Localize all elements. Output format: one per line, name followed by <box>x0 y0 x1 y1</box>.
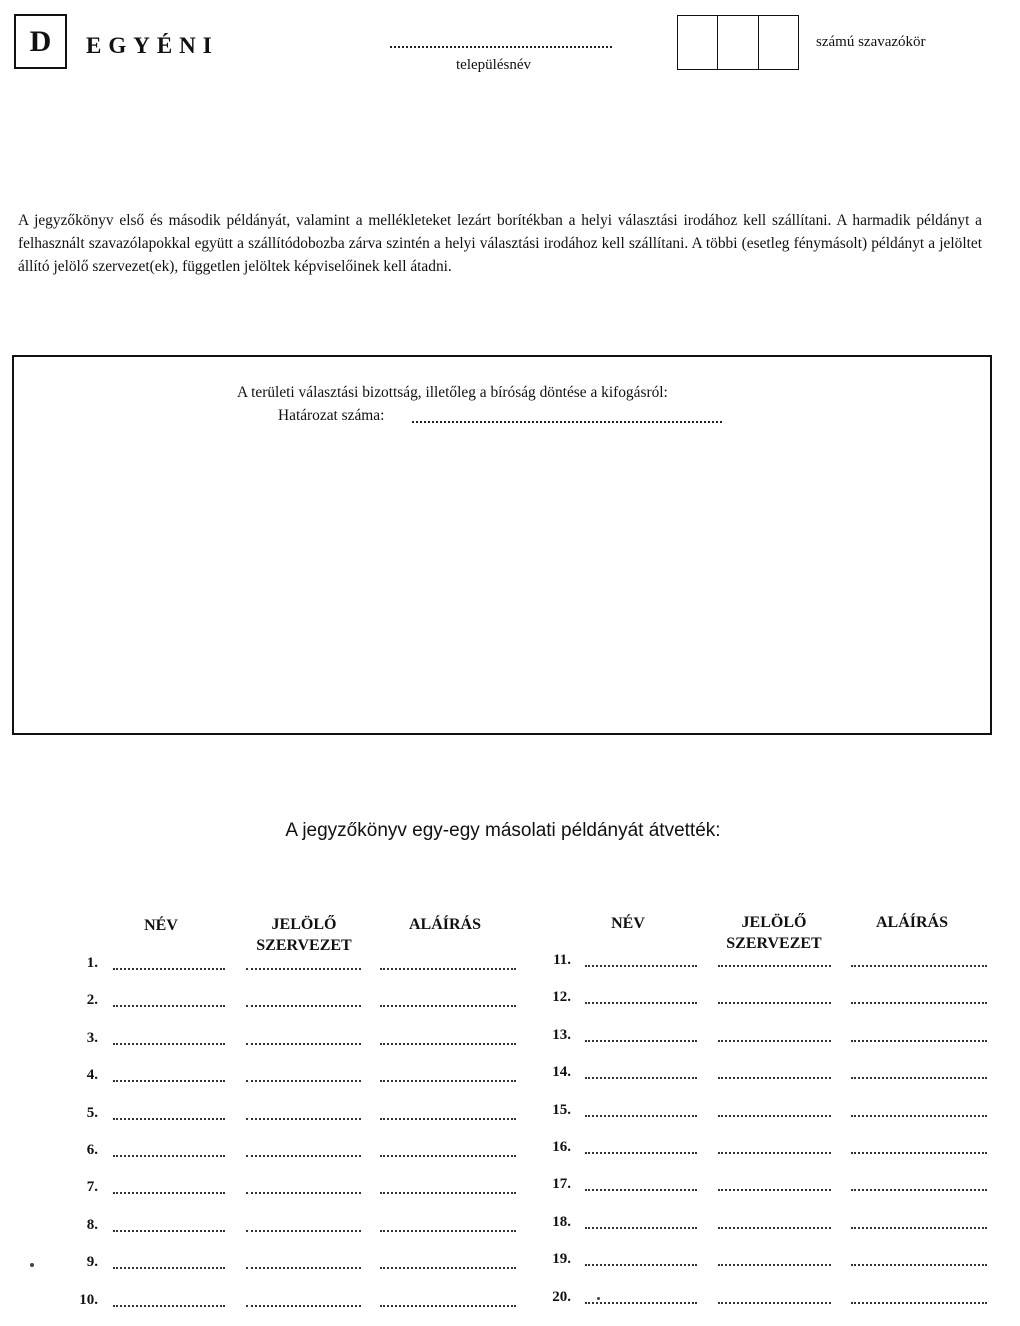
organization-field[interactable] <box>718 1227 831 1229</box>
organization-header-line: JELÖLŐ <box>741 914 807 931</box>
row-number: 4. <box>86 1067 98 1083</box>
organization-field[interactable] <box>246 1005 361 1007</box>
organization-field[interactable] <box>246 1305 361 1307</box>
signature-field[interactable] <box>851 1152 987 1154</box>
signature-field[interactable] <box>851 1189 987 1191</box>
row-number: 14. <box>552 1064 571 1080</box>
organization-field[interactable] <box>718 1189 831 1191</box>
signature-field[interactable] <box>851 1115 987 1117</box>
name-field[interactable] <box>585 1302 697 1304</box>
row-number: 9. <box>86 1254 98 1270</box>
organization-header-line: SZERVEZET <box>256 937 352 954</box>
name-field[interactable] <box>113 1267 225 1269</box>
signature-field[interactable] <box>851 1002 987 1004</box>
organization-field[interactable] <box>718 1115 831 1117</box>
organization-field[interactable] <box>246 1080 361 1082</box>
organization-field[interactable] <box>246 1230 361 1232</box>
organization-field[interactable] <box>718 1002 831 1004</box>
name-field[interactable] <box>585 1264 697 1266</box>
row-number: 1. <box>86 955 98 971</box>
row-number: 11. <box>553 952 571 968</box>
signature-field[interactable] <box>851 1302 987 1304</box>
organization-column-header <box>710 912 838 954</box>
polling-district-label: számú szavazókör <box>816 34 926 50</box>
organization-field[interactable] <box>718 1302 831 1304</box>
signature-field[interactable] <box>380 1005 516 1007</box>
name-field[interactable] <box>113 1192 225 1194</box>
signature-field[interactable] <box>380 1080 516 1082</box>
name-field[interactable] <box>585 1077 697 1079</box>
decision-box <box>12 355 992 735</box>
name-field[interactable] <box>585 965 697 967</box>
signature-field[interactable] <box>380 1043 516 1045</box>
organization-field[interactable] <box>246 1192 361 1194</box>
organization-column-header <box>240 914 368 956</box>
row-number: 20. <box>552 1289 571 1305</box>
row-number: 16. <box>552 1139 571 1155</box>
row-number: 3. <box>86 1030 98 1046</box>
signature-field[interactable] <box>380 1267 516 1269</box>
signature-field[interactable] <box>380 1155 516 1157</box>
name-field[interactable] <box>113 1155 225 1157</box>
row-number: 15. <box>552 1102 571 1118</box>
name-field[interactable] <box>113 1230 225 1232</box>
form-letter-box: D <box>14 14 67 69</box>
name-field[interactable] <box>585 1152 697 1154</box>
district-digit-box[interactable] <box>759 16 798 69</box>
row-number: 17. <box>552 1176 571 1192</box>
name-field[interactable] <box>113 1118 225 1120</box>
name-field[interactable] <box>585 1040 697 1042</box>
name-field[interactable] <box>585 1189 697 1191</box>
signature-field[interactable] <box>380 1192 516 1194</box>
decision-title: A területi választási bizottság, illetőleg a bíróság döntése a kifogásról: <box>237 384 668 401</box>
district-digit-box[interactable] <box>678 16 718 69</box>
name-field[interactable] <box>113 1305 225 1307</box>
name-column-header: NÉV <box>611 915 645 932</box>
decision-number-field[interactable] <box>412 421 722 423</box>
organization-field[interactable] <box>718 965 831 967</box>
organization-field[interactable] <box>246 1118 361 1120</box>
organization-header-line: JELÖLŐ <box>271 916 337 933</box>
signature-field[interactable] <box>851 1227 987 1229</box>
signature-column-header: ALÁÍRÁS <box>875 914 948 931</box>
district-digit-box[interactable] <box>718 16 758 69</box>
signature-field[interactable] <box>380 1230 516 1232</box>
row-number: 12. <box>552 989 571 1005</box>
name-field[interactable] <box>113 1005 225 1007</box>
signature-field[interactable] <box>380 968 516 970</box>
settlement-name-field[interactable] <box>390 46 612 48</box>
name-field[interactable] <box>113 968 225 970</box>
organization-field[interactable] <box>718 1152 831 1154</box>
row-number: 5. <box>86 1105 98 1121</box>
decision-number-label: Határozat száma: <box>278 407 385 424</box>
signature-field[interactable] <box>851 1077 987 1079</box>
signature-field[interactable] <box>851 1040 987 1042</box>
row-number: 2. <box>86 992 98 1008</box>
organization-field[interactable] <box>718 1264 831 1266</box>
organization-field[interactable] <box>246 968 361 970</box>
name-field[interactable] <box>113 1080 225 1082</box>
name-field[interactable] <box>585 1115 697 1117</box>
form-type-title: EGYÉNI <box>86 33 219 58</box>
row-number: 8. <box>86 1217 98 1233</box>
signature-field[interactable] <box>851 965 987 967</box>
settlement-name-label: településnév <box>456 57 531 73</box>
signature-field[interactable] <box>380 1118 516 1120</box>
row-number: 19. <box>552 1251 571 1267</box>
organization-header-line: SZERVEZET <box>726 935 822 952</box>
signature-field[interactable] <box>851 1264 987 1266</box>
scan-speck <box>597 1297 600 1300</box>
organization-field[interactable] <box>246 1267 361 1269</box>
name-field[interactable] <box>585 1227 697 1229</box>
polling-district-number-boxes[interactable] <box>677 15 799 70</box>
row-number: 13. <box>552 1027 571 1043</box>
organization-field[interactable] <box>246 1155 361 1157</box>
organization-field[interactable] <box>718 1077 831 1079</box>
row-number: 6. <box>86 1142 98 1158</box>
name-field[interactable] <box>113 1043 225 1045</box>
organization-field[interactable] <box>246 1043 361 1045</box>
row-number: 7. <box>86 1179 98 1195</box>
name-field[interactable] <box>585 1002 697 1004</box>
copies-title: A jegyzőkönyv egy-egy másolati példányát átvették: <box>285 820 721 841</box>
name-column-header: NÉV <box>144 917 178 934</box>
organization-field[interactable] <box>718 1040 831 1042</box>
signature-column-header: ALÁÍRÁS <box>408 916 481 933</box>
row-number: 18. <box>552 1214 571 1230</box>
scan-speck <box>30 1263 34 1267</box>
delivery-instructions: A jegyzőkönyv első és második példányát, valamint a mellékleteket lezárt borítékban a helyi választási irodához kell szállítani. A harmadik példányt a felhasznált szavazólapokkal együtt a szállítódobozba zárva szintén a helyi választási irodához kell szállítani. A többi (esetleg fénymásolt) példányt a jelöltet állító jelölő szervezet(ek), független jelöltek képviselőinek kell átadni. <box>18 212 982 275</box>
row-number: 10. <box>79 1292 98 1308</box>
signature-field[interactable] <box>380 1305 516 1307</box>
